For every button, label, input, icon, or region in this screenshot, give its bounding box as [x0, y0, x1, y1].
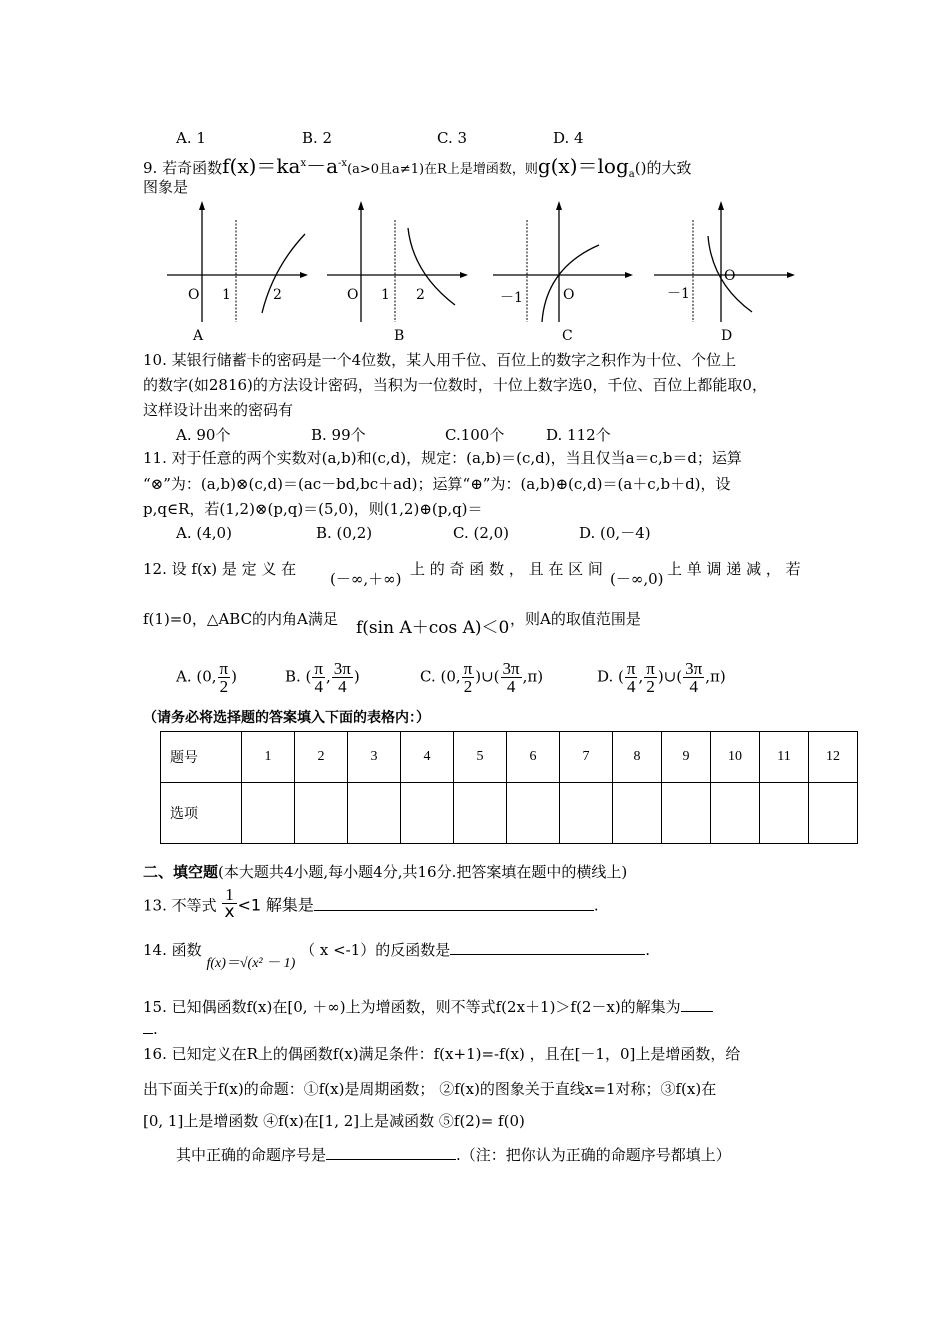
answer-cell-9[interactable] [662, 783, 711, 844]
answer-cell-6[interactable] [507, 783, 560, 844]
q16-line2: 出下面关于f(x)的命题：①f(x)是周期函数； ②f(x)的图象关于直线x=1对称；③f(x)在 [143, 1080, 717, 1098]
graph-a-origin: O [188, 287, 200, 303]
q8-option-d: D. 4 [553, 129, 584, 147]
answer-cell-10[interactable] [711, 783, 760, 844]
q11-line2: “⊗”为：(a,b)⊗(c,d)＝(ac－bd,bc＋ad)；运算“⊕”为：(a,b)⊕(c,d)＝(a＋c,b＋d)，设 [143, 475, 731, 493]
graph-d-label-neg1: －1 [667, 286, 690, 302]
answer-table-header-row [161, 732, 858, 783]
q9-number: 9. [143, 159, 158, 177]
col-2: 2 [295, 732, 348, 783]
q12-line2-a: f(1)=0，△ABC的内角A满足 [143, 610, 338, 628]
q12-line2-b: ，则A的取值范围是 [510, 610, 641, 628]
answer-cell-1[interactable] [242, 783, 295, 844]
question-13: 13. 不等式 $\frac{1}{x}$ <1 解集是 . [143, 885, 599, 922]
answer-cell-3[interactable] [348, 783, 401, 844]
q11-option-a: A. (4,0) [176, 524, 232, 542]
q14-text: 函数 [171, 941, 202, 959]
col-7: 7 [560, 732, 613, 783]
q12-interval2: (－∞,0) [610, 570, 664, 588]
graph-b [325, 198, 475, 328]
graph-d-origin: O [724, 268, 736, 284]
q14-number: 14. [143, 941, 167, 959]
answer-instruction: （请务必将选择题的答案填入下面的表格内：） [143, 710, 430, 726]
section-2-title: 二、填空题 [143, 863, 219, 881]
q8-option-a: A. 1 [176, 129, 206, 147]
col-1: 1 [242, 732, 295, 783]
q10-line1: 10. 某银行储蓄卡的密码是一个4位数，某人用千位、百位上的数字之积作为十位、个位上 [143, 351, 737, 369]
q16-line1: 16. 已知定义在R上的偶函数f(x)满足条件：f(x+1)=-f(x) ，且在[－1，0]上是增函数，给 [143, 1045, 741, 1063]
q11-option-b: B. (0,2) [316, 524, 373, 542]
q12-interval1: (－∞,＋∞) [330, 570, 402, 588]
q8-option-c: C. 3 [437, 129, 468, 147]
col-8: 8 [613, 732, 662, 783]
answer-cell-8[interactable] [613, 783, 662, 844]
graph-b-caption: B [394, 328, 405, 344]
q12-option-b: B. ( $\frac{\pi}{4}$ , $\frac{3\pi}{4}$ ) [285, 659, 360, 696]
answer-table [160, 731, 858, 844]
question-15 [143, 997, 713, 1017]
section-2-heading [143, 862, 627, 882]
col-3: 3 [348, 732, 401, 783]
q11-option-d: D. (0,－4) [579, 524, 651, 542]
q14-answer-blank[interactable] [450, 954, 645, 955]
row-label: 选项 [161, 783, 242, 844]
q10-option-d: D. 112个 [546, 426, 611, 444]
q9-stem: 9. 若奇函数$f(x)=ka^x-a^{-x}(a>0$且a≠1)在R上是增函数，则$g(x)=\log_a()$的大致 [143, 154, 692, 180]
q16-answer-blank[interactable] [326, 1159, 456, 1160]
q10-line3: 这样设计出来的密码有 [143, 401, 294, 419]
q13-answer-blank[interactable] [314, 910, 594, 911]
col-9: 9 [662, 732, 711, 783]
q13-inequality: <1 [237, 895, 262, 915]
q13-number: 13. [143, 896, 167, 915]
answer-cell-11[interactable] [760, 783, 809, 844]
graph-c-origin: O [563, 287, 575, 303]
answer-cell-4[interactable] [401, 783, 454, 844]
q11-line3: p,q∈R，若(1,2)⊗(p,q)＝(5,0)，则(1,2)⊕(p,q)＝ [143, 500, 483, 518]
q12-line1-a: 12. 设 f(x) 是 定 义 在 [143, 560, 297, 578]
q12-option-d: D. ( $\frac{\pi}{4}$ , $\frac{\pi}{2}$ )∪( $\frac{3\pi}{4}$ ,π) [597, 659, 726, 696]
graph-b-label-1: 1 [381, 287, 390, 303]
graph-a-label-1: 1 [222, 287, 231, 303]
q15-line2: . [143, 1019, 158, 1039]
graph-c-caption: C [562, 328, 573, 344]
graph-b-label-2: 2 [416, 287, 425, 303]
graph-a-label-2: 2 [273, 287, 282, 303]
q10-option-b: B. 99个 [311, 426, 366, 444]
q12-line1-c: 上 单 调 递 减 ， 若 [667, 560, 801, 578]
q16-line3: [0, 1]上是增函数 ④f(x)在[1, 2]上是减函数 ⑤f(2)= f(0) [143, 1112, 525, 1130]
q11-line1: 11. 对于任意的两个实数对(a,b)和(c,d)，规定：(a,b)＝(c,d)，当且仅当a＝c,b＝d；运算 [143, 449, 742, 467]
q14-formula: f(x)＝√(x² － 1) [206, 956, 296, 971]
col-11: 11 [760, 732, 809, 783]
q12-condition: f(sin A＋cos A)＜0 [356, 618, 510, 638]
answer-cell-5[interactable] [454, 783, 507, 844]
q9-g-formula: g(x)＝log [537, 154, 629, 178]
question-14: 14. 函数 f(x)＝√(x² － 1) （ x <-1）的反函数是 . [143, 941, 651, 971]
q9-formula: $f(x)=ka^x-a^{-x}$ [222, 154, 348, 178]
q10-option-a: A. 90个 [176, 426, 231, 444]
q10-line2: 的数字(如2816)的方法设计密码，当积为一位数时，十位上数字选0，千位、百位上都能取0， [143, 376, 767, 394]
q10-option-c: C.100个 [445, 426, 505, 444]
answer-table-option-row [161, 783, 858, 844]
answer-cell-2[interactable] [295, 783, 348, 844]
q12-line1-b: 上 的 奇 函 数 ， 且 在 区 间 [410, 560, 603, 578]
q9-text: 若奇函数 [162, 159, 223, 177]
q9-condition: (a>0且a≠1)在R上是增函数，则 [347, 162, 538, 177]
answer-cell-7[interactable] [560, 783, 613, 844]
col-10: 10 [711, 732, 760, 783]
q9-tail: ()的大致 [634, 159, 692, 177]
q13-fraction: $\frac{1}{x}$ [224, 885, 235, 922]
graph-a [165, 198, 315, 328]
col-4: 4 [401, 732, 454, 783]
header-label: 题号 [161, 732, 242, 783]
q12-option-a: A. (0, $\frac{\pi}{2}$ ) [176, 659, 237, 696]
q15-answer-blank[interactable] [681, 1011, 713, 1012]
graph-d-caption: D [721, 328, 733, 344]
q9-stem-line2: 图象是 [143, 178, 189, 196]
q13-tail: 解集是 [265, 895, 314, 915]
section-2-desc: (本大题共4小题,每小题4分,共16分.把答案填在题中的横线上) [218, 863, 628, 881]
q16-prompt: 其中正确的命题序号是 [176, 1146, 327, 1164]
col-6: 6 [507, 732, 560, 783]
q16-line4 [176, 1145, 731, 1165]
q12-option-c: C. (0, $\frac{\pi}{2}$ )∪( $\frac{3\pi}{4}$ ,π) [420, 659, 544, 696]
q15-answer-blank-cont[interactable] [143, 1033, 153, 1034]
q16-note: .（注：把你认为正确的命题序号都填上） [456, 1146, 731, 1164]
q11-option-c: C. (2,0) [453, 524, 510, 542]
q8-option-b: B. 2 [302, 129, 333, 147]
graph-c-label-neg1: －1 [500, 290, 523, 306]
graph-c [490, 198, 640, 328]
answer-cell-12[interactable] [809, 783, 858, 844]
col-5: 5 [454, 732, 507, 783]
graph-a-caption: A [193, 328, 204, 344]
q13-text: 不等式 [171, 896, 217, 915]
q14-condition: （ x <-1）的反函数是 [300, 941, 451, 959]
graph-b-origin: O [347, 287, 359, 303]
col-12: 12 [809, 732, 858, 783]
q15-text: 15. 已知偶函数f(x)在[0, ＋∞)上为增函数，则不等式f(2x＋1)＞f(2－x)的解集为 [143, 998, 681, 1016]
graph-d [652, 198, 802, 328]
